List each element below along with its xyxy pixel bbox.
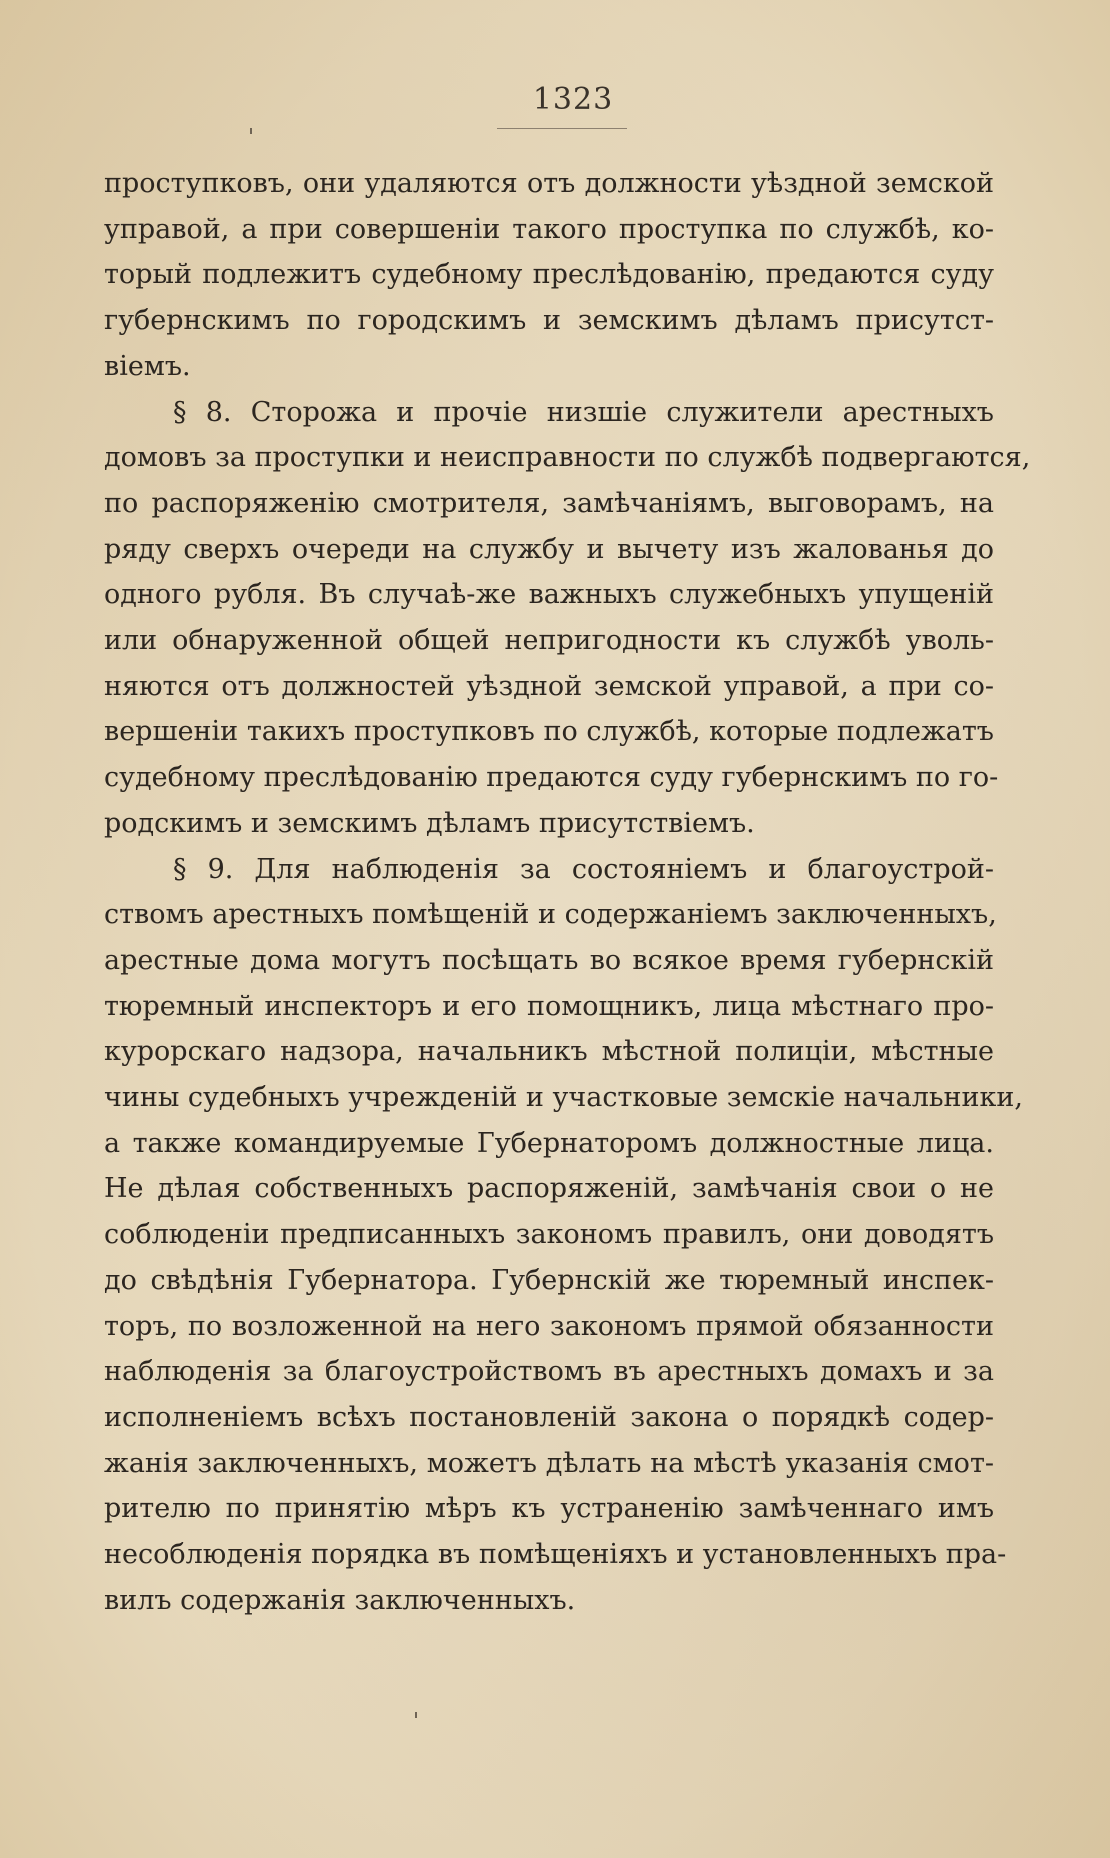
text-line: родскимъ и земскимъ дѣламъ присутствіемъ. — [104, 807, 755, 839]
page-number: 1323 — [532, 82, 614, 117]
paragraph-continuation — [104, 161, 994, 390]
ink-speck — [250, 128, 252, 134]
text-line: торый подлежитъ судебному преслѣдованію, предаются суду — [104, 259, 994, 291]
text-line: управой, а при совершеніи такого проступка по службѣ, ко- — [104, 213, 994, 245]
section-heading-line: § 8. Сторожа и прочіе низшіе служители арестныхъ — [173, 396, 994, 428]
text-line: няются отъ должностей уѣздной земской управой, а при со- — [104, 670, 994, 702]
text-line: курорскаго надзора, начальникъ мѣстной полиціи, мѣстные — [104, 1036, 994, 1068]
text-line: жанія заключенныхъ, можетъ дѣлать на мѣстѣ указанія смот- — [104, 1447, 994, 1479]
ink-speck — [415, 1712, 417, 1718]
text-line: вилъ содержанія заключенныхъ. — [104, 1584, 576, 1616]
text-line: ряду сверхъ очереди на службу и вычету изъ жалованья до — [104, 533, 994, 565]
text-line: губернскимъ по городскимъ и земскимъ дѣламъ присутст- — [104, 305, 994, 337]
text-line: чины судебныхъ учрежденій и участковые земскіе начальники, — [104, 1082, 1023, 1114]
text-line: арестные дома могутъ посѣщать во всякое время губернскій — [104, 944, 994, 976]
text-line: до свѣдѣнія Губернатора. Губернскій же тюремный инспек- — [104, 1264, 994, 1296]
text-line: рителю по принятію мѣръ къ устраненію замѣченнаго имъ — [104, 1493, 994, 1525]
paragraph-section-9 — [104, 847, 1023, 1624]
text-line: тюремный инспекторъ и его помощникъ, лица мѣстнаго про- — [104, 990, 994, 1022]
text-line: исполненіемъ всѣхъ постановленій закона о порядкѣ содер- — [104, 1401, 994, 1433]
text-line: одного рубля. Въ случаѣ-же важныхъ служебныхъ упущеній — [104, 579, 994, 611]
text-line: ствомъ арестныхъ помѣщеній и содержаніемъ заключенныхъ, — [104, 899, 997, 931]
header-rule — [497, 128, 627, 129]
paragraph-section-8 — [104, 390, 1031, 847]
text-line: домовъ за проступки и неисправности по службѣ подвергаются, — [104, 442, 1031, 474]
text-line: по распоряженію смотрителя, замѣчаніямъ, выговорамъ, на — [104, 487, 994, 519]
text-line: а также командируемые Губернаторомъ должностные лица. — [104, 1127, 994, 1159]
body-text — [104, 161, 1031, 1624]
text-line: наблюденія за благоустройствомъ въ арестныхъ домахъ и за — [104, 1356, 994, 1388]
text-line: несоблюденія порядка въ помѣщеніяхъ и установленныхъ пра- — [104, 1539, 1007, 1571]
text-line: судебному преслѣдованію предаются суду губернскимъ по го- — [104, 762, 999, 794]
text-line: торъ, по возложенной на него закономъ прямой обязанности — [104, 1310, 994, 1342]
text-line: проступковъ, они удаляются отъ должности уѣздной земской — [104, 168, 994, 199]
section-heading-line: § 9. Для наблюденія за состояніемъ и благоустрой- — [173, 853, 994, 885]
text-line: віемъ. — [104, 350, 191, 382]
text-line: Не дѣлая собственныхъ распоряженій, замѣчанія свои о не — [104, 1173, 994, 1205]
text-line: вершеніи такихъ проступковъ по службѣ, которые подлежатъ — [104, 716, 994, 748]
text-line: или обнаруженной общей непригодности къ службѣ уволь- — [104, 625, 994, 657]
text-line: соблюденіи предписанныхъ закономъ правилъ, они доводятъ — [104, 1219, 994, 1251]
